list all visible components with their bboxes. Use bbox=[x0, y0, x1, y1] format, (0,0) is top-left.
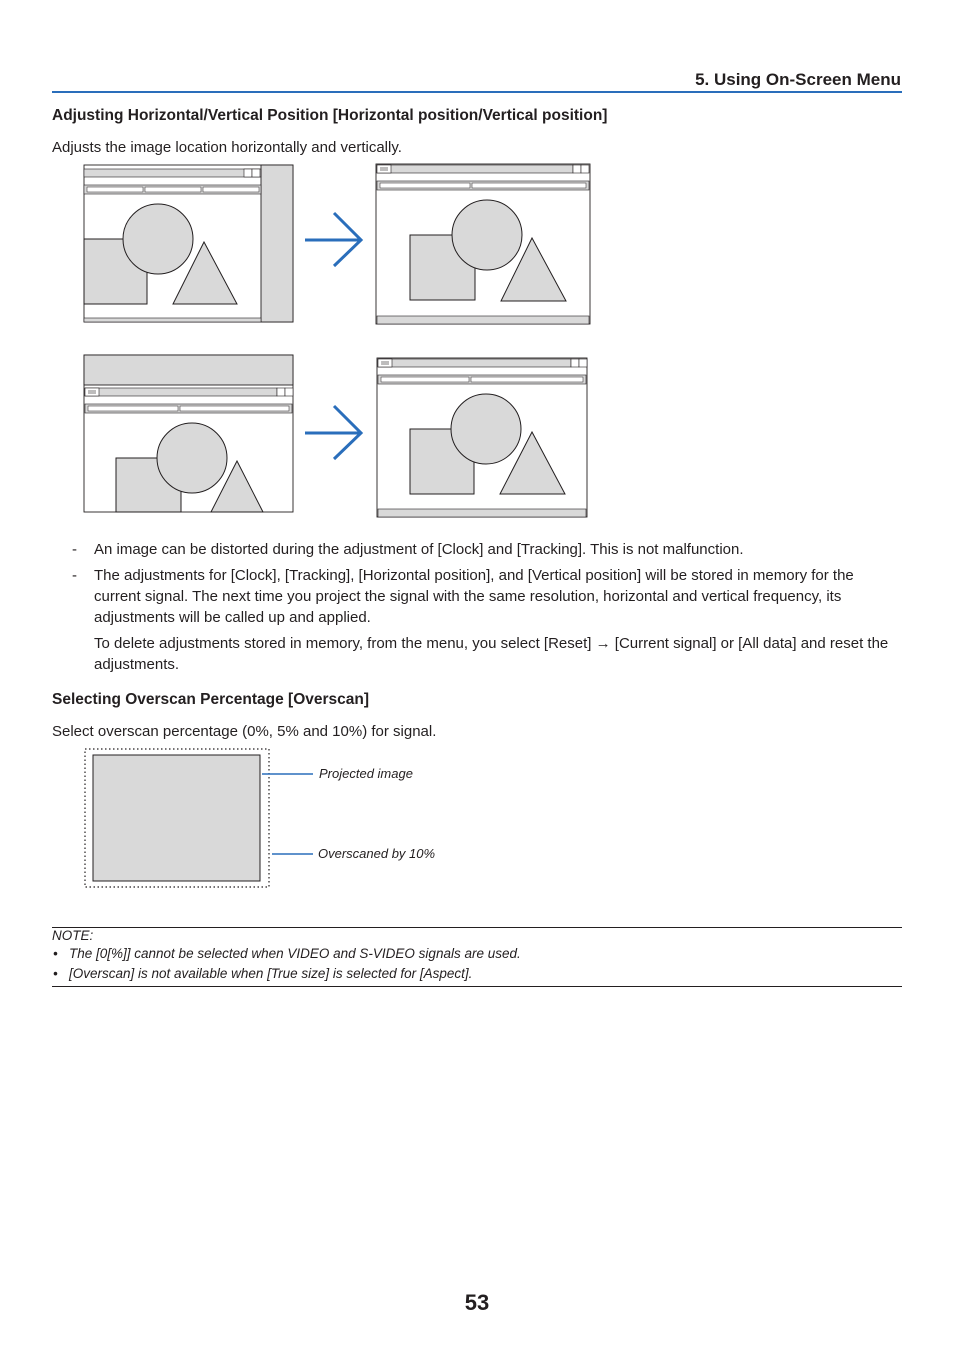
list-item-text: The adjustments for [Clock], [Tracking], [Horizontal position], and [Vertical position] will be stored in memory for the current signal. The next time you project the signal with the same resolution, horizontal and vertical frequency, its adjustments will be called up and applied. bbox=[94, 567, 854, 626]
overscan-illustration bbox=[0, 740, 954, 940]
list-item-extra: To delete adjustments stored in memory, from the menu, you select [Reset] → [Current signal] or [All data] and reset the adjustments. bbox=[94, 635, 889, 673]
bullet-marker: • bbox=[53, 966, 58, 981]
arrow-icon bbox=[305, 213, 361, 266]
section-heading-overscan: Selecting Overscan Percentage [Overscan] bbox=[52, 691, 370, 708]
overscan-label: Overscaned by 10% bbox=[318, 846, 436, 861]
note-item-text: [Overscan] is not available when [True size] is selected for [Aspect]. bbox=[69, 966, 473, 981]
projected-image-label: Projected image bbox=[319, 766, 413, 781]
after-vertical-panel bbox=[377, 358, 587, 517]
notes-list bbox=[72, 539, 902, 675]
arrow-icon bbox=[305, 406, 361, 459]
bullet-marker: - bbox=[72, 541, 77, 558]
section-intro-position: Adjusts the image location horizontally and vertically. bbox=[52, 139, 402, 156]
before-horizontal-panel bbox=[84, 165, 293, 322]
note-item bbox=[52, 964, 902, 984]
list-item-text: An image can be distorted during the adjustment of [Clock] and [Tracking]. This is not malfunction. bbox=[94, 541, 744, 558]
position-illustration bbox=[0, 0, 954, 530]
note-title: NOTE: bbox=[52, 928, 94, 943]
note-bottom-rule bbox=[52, 986, 902, 987]
section-intro-overscan: Select overscan percentage (0%, 5% and 10%) for signal. bbox=[52, 723, 437, 740]
page-number: 53 bbox=[464, 1290, 490, 1315]
bullet-marker: - bbox=[72, 567, 77, 584]
toolbar-buttons bbox=[87, 187, 259, 192]
list-item bbox=[72, 565, 902, 628]
note-block bbox=[52, 928, 902, 984]
after-horizontal-panel bbox=[376, 164, 590, 324]
list-item bbox=[72, 539, 902, 560]
note-item-text: The [0[%]] cannot be selected when VIDEO and S-VIDEO signals are used. bbox=[69, 946, 521, 961]
before-vertical-panel bbox=[84, 355, 293, 512]
chapter-title: 5. Using On-Screen Menu bbox=[695, 70, 901, 89]
note-item bbox=[52, 944, 902, 964]
bullet-marker: • bbox=[53, 946, 58, 961]
section-heading-position: Adjusting Horizontal/Vertical Position [Horizontal position/Vertical position] bbox=[52, 107, 608, 124]
